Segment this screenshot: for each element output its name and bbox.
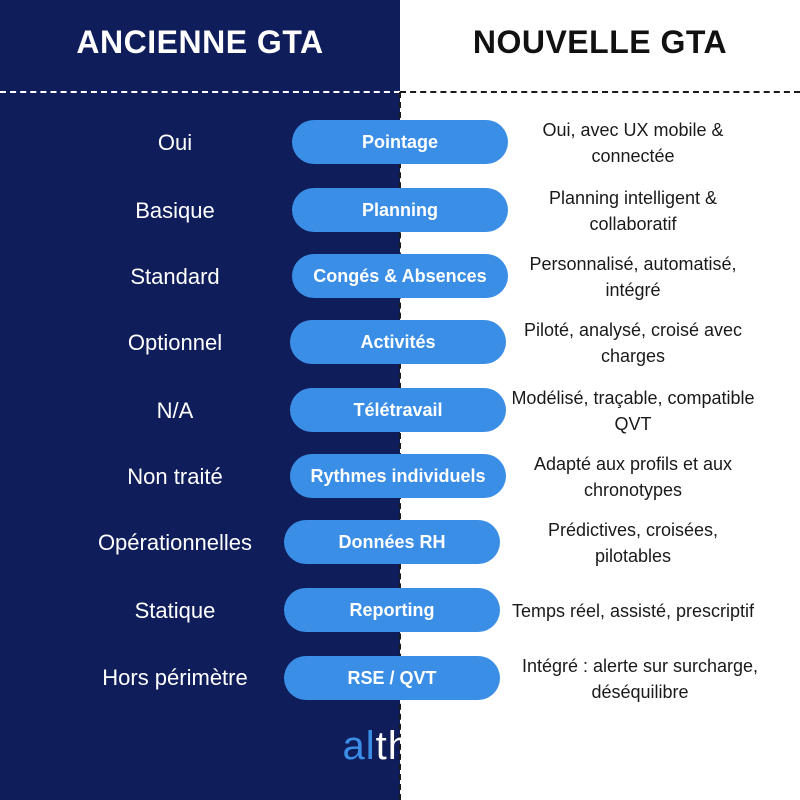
old-value: Optionnel: [127, 330, 223, 355]
comparison-row: [0, 320, 800, 366]
old-value: Oui: [157, 130, 193, 155]
right-heading: NOUVELLE GTA: [472, 24, 728, 60]
comparison-row: [0, 388, 800, 434]
new-value: Intégré : alerte sur surcharge, déséquilibre: [521, 656, 759, 702]
old-value: Statique: [134, 598, 216, 623]
old-value: Standard: [130, 264, 220, 289]
comparison-row: [0, 120, 800, 166]
feature-pill: Planning: [292, 188, 508, 232]
new-value: Planning intelligent & collaboratif: [548, 188, 718, 234]
comparison-row: [0, 520, 800, 566]
feature-pill: Télétravail: [290, 388, 506, 432]
logo-rest-text: thea: [375, 724, 458, 768]
old-value: Non traité: [127, 464, 223, 489]
comparison-row: [0, 454, 800, 500]
new-value: Adapté aux profils et aux chronotypes: [533, 454, 733, 500]
left-heading: ANCIENNE GTA: [76, 24, 324, 60]
new-value: Piloté, analysé, croisé avec charges: [523, 320, 743, 366]
feature-pill: Activités: [290, 320, 506, 364]
new-value: Oui, avec UX mobile & connectée: [542, 120, 724, 166]
comparison-row: [0, 254, 800, 300]
new-value: Prédictives, croisées, pilotables: [547, 520, 719, 566]
old-value: N/A: [156, 398, 194, 423]
header-divider-left: [0, 91, 400, 93]
comparison-row: [0, 188, 800, 234]
feature-pill: Reporting: [284, 588, 500, 632]
comparison-row: [0, 654, 800, 710]
feature-pill: Congés & Absences: [292, 254, 508, 298]
old-value: Basique: [135, 198, 215, 223]
old-value: Opérationnelles: [97, 530, 253, 555]
old-value: Hors périmètre: [102, 665, 248, 690]
feature-pill: Rythmes individuels: [290, 454, 506, 498]
feature-pill: Pointage: [292, 120, 508, 164]
comparison-row: [0, 588, 800, 634]
feature-pill: RSE / QVT: [284, 656, 500, 700]
feature-pill: Données RH: [284, 520, 500, 564]
althea-logo: [300, 724, 500, 769]
new-value: Modélisé, traçable, compatible QVT: [511, 388, 755, 434]
header-divider-right: [400, 91, 800, 93]
logo-accent-text: al: [342, 724, 376, 768]
new-value: Personnalisé, automatisé, intégré: [529, 254, 737, 300]
new-value: Temps réel, assisté, prescriptif: [511, 601, 755, 621]
